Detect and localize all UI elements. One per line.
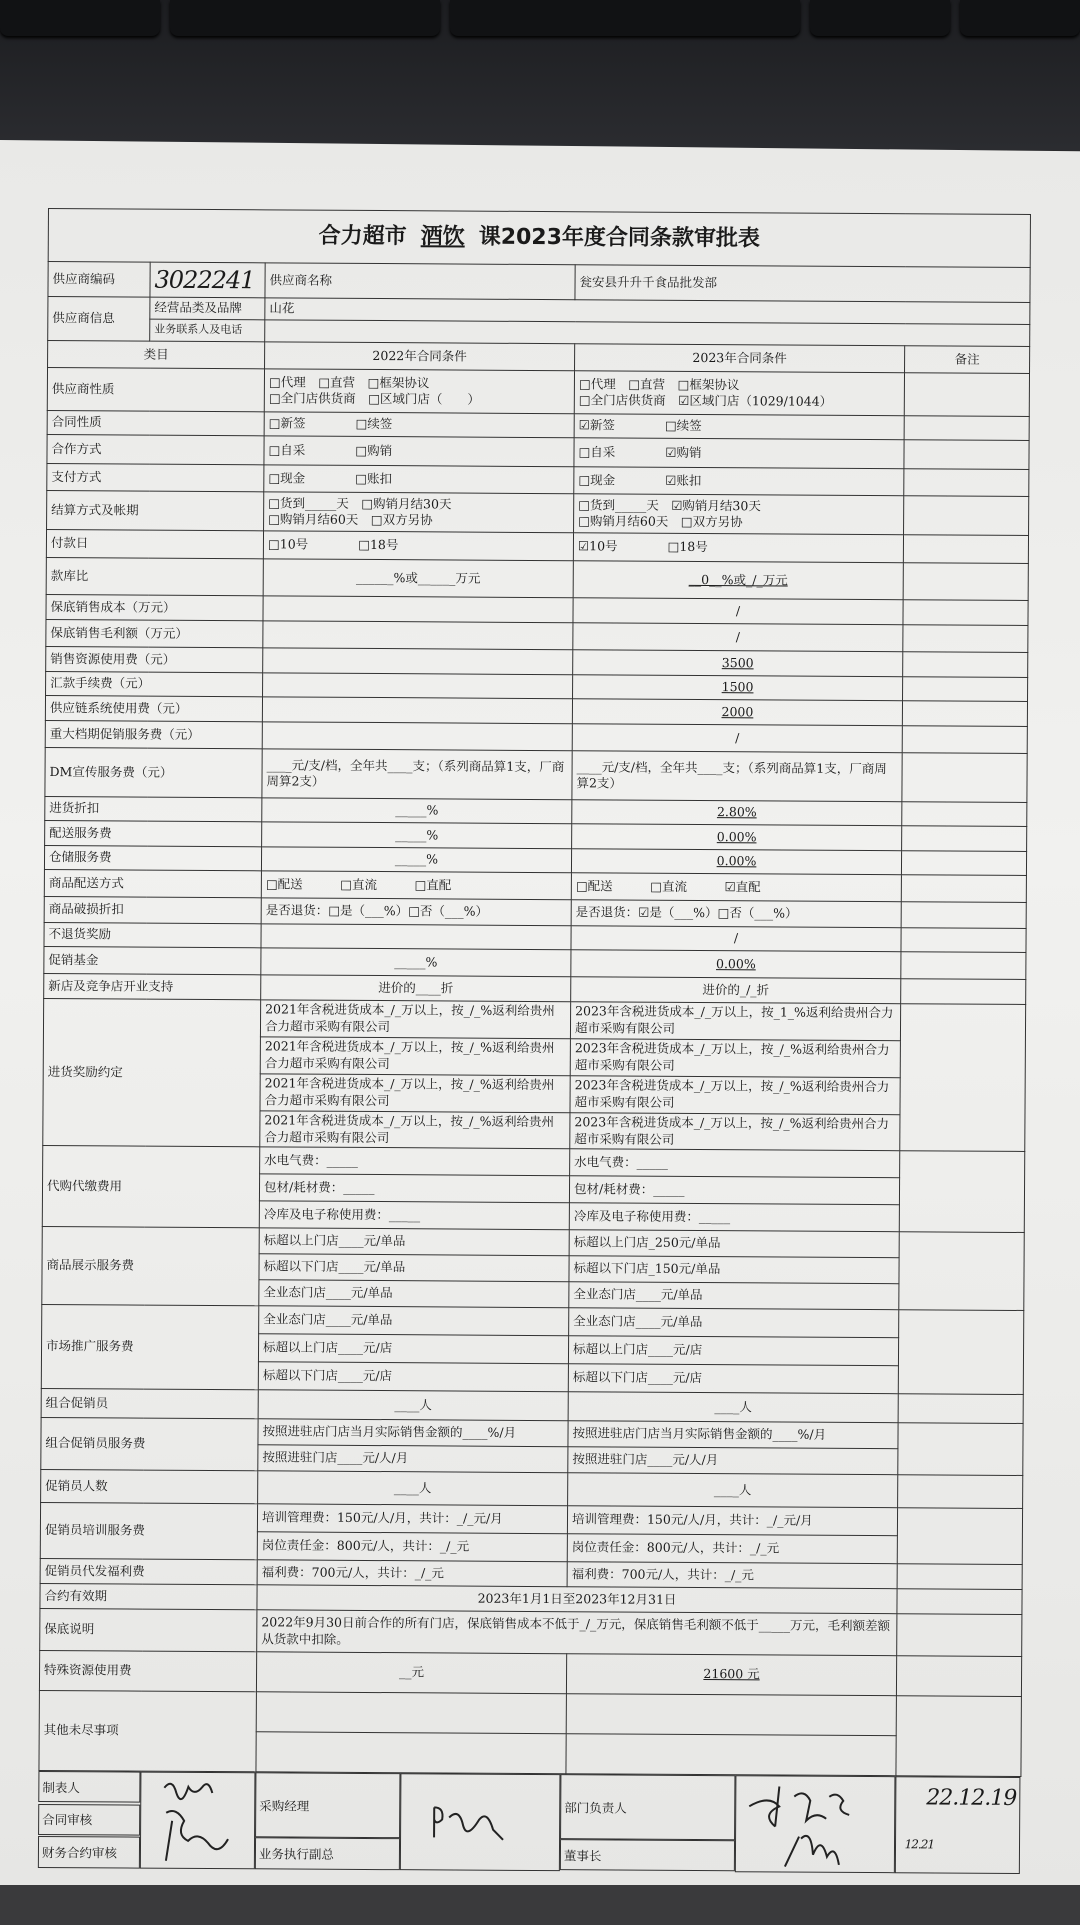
year-2023-header: 2023年合同条件	[575, 344, 905, 373]
cell-2022: 标超以上门店____元/单品	[259, 1228, 569, 1256]
cell-2022: ____元/支/档，全年共____支；（系列商品算1支，厂商周算2支）	[262, 749, 572, 800]
cell-2023: /	[573, 598, 903, 625]
cell-remark	[904, 469, 1029, 497]
cell-2023: 2023年含税进货成本_/_万以上，按_/_%返利给贵州合力超市采购有限公司	[570, 1039, 900, 1078]
cell-2022	[263, 648, 573, 675]
cell-2023: ☑新签 □续签	[574, 414, 904, 440]
cell-2022	[263, 621, 573, 650]
cell-2022: 标超以下门店____元/店	[258, 1362, 568, 1392]
cell-2023: 0.00%	[571, 950, 901, 979]
cell-2023: 2023年含税进货成本_/_万以上，按_/_%返利给贵州合力超市采购有限公司	[570, 1112, 900, 1151]
cell-2022: 全业态门店____元/单品	[259, 1306, 569, 1336]
row-label: 供应链系统使用费（元）	[45, 696, 262, 722]
cell-remark	[904, 373, 1029, 417]
cell-2022: 冷库及电子称使用费：_____	[259, 1201, 569, 1230]
brand-label: 经营品类及品牌	[150, 298, 265, 321]
row-label: 不退货奖励	[44, 923, 261, 948]
cell-2023: /	[571, 926, 901, 952]
cell-2023: 2000	[572, 699, 902, 726]
supplier-info-label: 供应商信息	[48, 297, 150, 342]
cell-span: 2023年1月1日至2023年12月31日	[257, 1585, 897, 1614]
cell-2023: 水电气费：_____	[570, 1149, 900, 1178]
purchase-manager-signature	[400, 1774, 561, 1872]
cell-remark	[898, 1475, 1023, 1509]
approval-date-1: 22.12.19	[926, 1785, 1017, 1812]
cell-2023: 按照进驻门店____元/人/月	[568, 1447, 898, 1475]
cell-2023: /	[572, 724, 902, 753]
terms-table	[38, 208, 1031, 1777]
cell-2022	[262, 722, 572, 751]
row-label: 市场推广服务费	[41, 1305, 259, 1390]
row-label: 进货折扣	[45, 797, 262, 822]
desk-surface	[0, 1885, 1080, 1925]
cell-2023: 福利费：700元/人，共计：_/_元	[567, 1562, 897, 1589]
row-label: 款库比	[46, 558, 263, 596]
cell-2023: □现金 ☑账扣	[574, 467, 904, 496]
row-label: 合约有效期	[40, 1584, 257, 1610]
supplier-name-value: 瓮安县升升千食品批发部	[575, 265, 1030, 303]
cell-2023: 标超以下门店____元/店	[568, 1364, 898, 1394]
row-label: 保底说明	[40, 1609, 257, 1652]
cell-2023: 培训管理费：150元/人/月，共计：_/_元/月	[567, 1506, 897, 1536]
cell-remark	[898, 1310, 1024, 1395]
cell-2022	[262, 697, 572, 724]
signature-area	[38, 1771, 1021, 1872]
cell-remark	[901, 902, 1026, 929]
cell-remark	[902, 701, 1027, 727]
cell-remark	[904, 440, 1029, 470]
table-row	[45, 748, 1027, 803]
row-label: 销售资源使用费（元）	[46, 647, 263, 673]
cell-2023: □配送 □直流 ☑直配	[571, 873, 901, 902]
cell-2023: 包材/耗材费：_____	[569, 1176, 899, 1205]
row-label: 代购代缴费用	[42, 1146, 259, 1228]
cell-2022	[263, 596, 573, 623]
table-row	[41, 1418, 1023, 1450]
row-label: 促销员代发福利费	[40, 1559, 257, 1585]
cell-remark	[903, 625, 1028, 653]
cell-2022: __元	[256, 1652, 566, 1694]
cell-2022: □配送 □直流 □直配	[261, 871, 571, 900]
cell-2023: 按照进驻店门店当月实际销售金额的____%/月	[568, 1421, 898, 1449]
cell-2023: 2023年含税进货成本_/_万以上，按_/_%返利给贵州合力超市采购有限公司	[570, 1076, 900, 1115]
table-row	[46, 558, 1028, 601]
table-row	[47, 368, 1029, 417]
row-label: DM宣传服务费（元）	[45, 748, 262, 798]
contract-approval-form	[38, 208, 1030, 1872]
row-label: 商品配送方式	[44, 870, 261, 898]
cell-span: 2022年9月30日前合作的所有门店，保底销售成本不低于_/_万元，保底销售毛利额不低于_____万元，毛利额差额从货款中扣除。	[257, 1610, 897, 1656]
cell-2022: □10号 □18号	[263, 531, 573, 561]
left-signature-cell	[140, 1772, 256, 1870]
cell-2023: ☑10号 □18号	[573, 533, 903, 563]
row-label: 保底销售毛利额（万元）	[46, 620, 263, 648]
cell-2023: 全业态门店____元/单品	[569, 1308, 899, 1338]
row-label: 组合促销员服务费	[41, 1418, 258, 1471]
cell-2022: _____%	[262, 822, 572, 849]
cell-remark	[899, 1232, 1025, 1311]
cell-2023: □自采 ☑购销	[574, 438, 904, 469]
row-label: 组合促销员	[41, 1389, 258, 1419]
cell-remark	[903, 535, 1028, 564]
table-row	[47, 491, 1029, 536]
cell-2023: 全业态门店____元/单品	[569, 1282, 899, 1310]
cell-2022: 是否退货：□是（___%）□否（___%）	[261, 898, 571, 926]
cell-2023: 进价的_/_折	[571, 977, 901, 1004]
cell-remark	[903, 677, 1028, 702]
cell-2022: 全业态门店____元/单品	[259, 1280, 569, 1308]
cell-remark	[902, 753, 1027, 803]
cell-2023: 标超以下门店_150元/单品	[569, 1256, 899, 1284]
cell-2023: __0__%或_/_万元	[573, 561, 903, 600]
finance-review-label: 财务合约审核	[38, 1836, 140, 1869]
cell-remark	[903, 563, 1028, 601]
cell-2022	[256, 1732, 566, 1774]
row-label: 新店及竞争店开业支持	[44, 974, 261, 1000]
purchase-manager-label: 采购经理	[255, 1773, 400, 1839]
row-label: 保底销售成本（万元）	[46, 595, 263, 621]
cell-remark	[904, 416, 1029, 441]
handwritten-signature-icon	[739, 1777, 895, 1873]
cell-remark	[896, 1656, 1021, 1697]
cell-2022: □自采 □购销	[264, 436, 574, 467]
dept-head-label: 部门负责人	[560, 1775, 735, 1841]
row-label: 重大档期促销服务费（元）	[45, 721, 262, 749]
row-label: 促销基金	[44, 947, 261, 975]
cell-2022: 2021年含税进货成本_/_万以上，按_/_%返利给贵州合力超市采购有限公司	[260, 1037, 570, 1076]
cell-remark	[902, 726, 1027, 754]
supplier-name-label: 供应商名称	[265, 263, 575, 300]
cell-remark	[901, 851, 1026, 876]
cell-2022: _____%	[261, 847, 571, 873]
cell-2022	[256, 1692, 566, 1734]
cell-2022: □代理 □直营 □框架协议 □全门店供货商 □区域门店（ ）	[264, 369, 574, 414]
cell-2023: ____元/支/档，全年共____支；（系列商品算1支，厂商周算2支）	[572, 751, 902, 802]
cell-2023: 1500	[573, 675, 903, 701]
contact-label: 业务联系人及电话	[150, 320, 265, 343]
cell-remark	[903, 652, 1028, 678]
cell-2022: 按照进驻店门店当月实际销售金额的____%/月	[258, 1419, 568, 1447]
handwritten-signature-icon	[404, 1787, 554, 1858]
cell-remark	[900, 1004, 1026, 1152]
cell-2023: 0.00%	[571, 849, 901, 875]
cell-2023: /	[573, 623, 903, 652]
cell-2022: _____%	[262, 798, 572, 824]
cell-2022: ____人	[258, 1390, 568, 1421]
cell-remark	[899, 1151, 1025, 1233]
row-label: 商品破损折扣	[44, 897, 261, 924]
cell-2022: 标超以上门店____元/店	[258, 1334, 568, 1364]
cell-2022: 2021年含税进货成本_/_万以上，按_/_%返利给贵州合力超市采购有限公司	[260, 1000, 570, 1039]
preparer-label: 制表人	[38, 1771, 140, 1803]
cell-2022: 福利费：700元/人，共计：_/_元	[257, 1560, 567, 1587]
form-title	[48, 209, 1030, 268]
brand-value: 山花	[265, 298, 1030, 325]
cell-2022: □货到_____天 □购销月结30天 □购销月结60天 □双方另协	[264, 492, 574, 533]
chairman-label: 董事长	[560, 1839, 735, 1871]
cell-2022: □现金 □账扣	[264, 465, 574, 494]
cell-2022	[263, 673, 573, 699]
cell-2023: ____人	[568, 1392, 898, 1423]
cell-remark	[904, 496, 1029, 536]
cell-2023: 3500	[573, 650, 903, 677]
cell-2022: 水电气费：_____	[260, 1147, 570, 1176]
table-row	[43, 999, 1025, 1042]
cell-2022: _____%	[261, 948, 571, 977]
row-label: 支付方式	[47, 464, 264, 492]
contract-review-label: 合同审核	[38, 1804, 140, 1836]
cell-2023	[566, 1694, 896, 1736]
approval-date-2: 12.21	[904, 1837, 935, 1852]
row-label: 促销员培训服务费	[40, 1503, 257, 1560]
cell-2022: 2021年含税进货成本_/_万以上，按_/_%返利给贵州合力超市采购有限公司	[260, 1074, 570, 1113]
cell-2022: □新签 □续签	[264, 412, 574, 438]
supplier-code-value: 3022241	[150, 262, 265, 298]
row-label: 特殊资源使用费	[39, 1651, 256, 1692]
row-label: 配送服务费	[45, 821, 262, 847]
supplier-code-label: 供应商编码	[48, 262, 150, 298]
cell-remark	[902, 802, 1027, 827]
cell-remark	[897, 1508, 1022, 1565]
cell-remark	[902, 826, 1027, 852]
cell-2022: 培训管理费：150元/人/月，共计：_/_元/月	[257, 1504, 567, 1534]
title-department: 酒饮	[420, 224, 465, 250]
cell-remark	[897, 1589, 1022, 1615]
cell-2023: 2.80%	[572, 800, 902, 826]
table-row	[42, 1305, 1024, 1339]
cell-remark	[898, 1423, 1023, 1476]
exec-vp-label: 业务执行副总	[255, 1837, 400, 1870]
cell-2023: 标超以上门店____元/店	[568, 1336, 898, 1366]
cell-2023: 0.00%	[572, 824, 902, 851]
cell-2022	[261, 924, 571, 950]
cell-2023: 是否退货：☑是（___%）□否（___%）	[571, 900, 901, 928]
cell-2022: 按照进驻门店____元/人/月	[258, 1445, 568, 1473]
cell-remark	[901, 979, 1026, 1005]
cell-2023: 标超以上门店_250元/单品	[569, 1230, 899, 1258]
cell-2023: 21600 元	[566, 1654, 896, 1696]
table-row	[42, 1227, 1024, 1259]
cell-2023: □代理 □直营 □框架协议 □全门店供货商 ☑区域门店（1029/1044）	[574, 371, 904, 416]
cell-2023: ____人	[568, 1473, 898, 1508]
cell-2022: 2021年含税进货成本_/_万以上，按_/_%返利给贵州合力超市采购有限公司	[260, 1110, 570, 1149]
row-label: 仓储服务费	[44, 846, 261, 871]
row-label: 合作方式	[47, 435, 264, 465]
cell-2022: 标超以下门店____元/单品	[259, 1254, 569, 1282]
row-label: 商品展示服务费	[42, 1227, 259, 1306]
table-row	[40, 1609, 1022, 1657]
row-label: 其他未尽事项	[39, 1691, 256, 1772]
title-prefix: 合力超市	[318, 223, 407, 250]
row-label: 供应商性质	[47, 368, 264, 412]
cell-2022: ______%或______万元	[263, 559, 573, 598]
cell-remark	[898, 1394, 1023, 1424]
row-label: 付款日	[46, 530, 263, 559]
row-label: 进货奖励约定	[43, 999, 261, 1147]
keyboard-background	[0, 0, 1080, 150]
cell-2022: 进价的____折	[261, 975, 571, 1002]
cell-2022: ____人	[258, 1471, 568, 1506]
cell-2023: 冷库及电子称使用费：_____	[569, 1203, 899, 1232]
cell-2023: 2023年含税进货成本_/_万以上，按_1_%返利给贵州合力超市采购有限公司	[570, 1002, 900, 1041]
cell-2022: 包材/耗材费：_____	[259, 1174, 569, 1203]
table-row	[39, 1691, 1021, 1737]
dept-head-signature	[735, 1776, 1017, 1874]
cell-2023: □货到_____天 ☑购销月结30天 □购销月结60天 □双方另协	[574, 494, 904, 535]
cell-remark	[897, 1614, 1022, 1657]
title-suffix: 课2023年度合同条款审批表	[478, 224, 761, 252]
year-2022-header: 2022年合同条件	[265, 342, 575, 371]
table-row	[39, 1651, 1021, 1697]
table-row	[40, 1503, 1022, 1537]
row-label: 合同性质	[47, 411, 264, 436]
signature-grid	[38, 1771, 1021, 1874]
cell-remark	[897, 1564, 1022, 1590]
table-row	[43, 1146, 1025, 1179]
category-header: 类目	[48, 341, 265, 369]
cell-2022: 岗位责任金：800元/人，共计：_/_元	[257, 1532, 567, 1562]
row-label: 结算方式及帐期	[47, 491, 264, 531]
cell-remark	[896, 1696, 1022, 1777]
row-label: 促销员人数	[41, 1470, 258, 1504]
remark-header: 备注	[905, 346, 1030, 374]
cell-remark	[901, 952, 1026, 980]
cell-remark	[901, 928, 1026, 953]
cell-2023	[566, 1734, 896, 1776]
cell-remark	[903, 600, 1028, 626]
row-label: 汇款手续费（元）	[46, 672, 263, 697]
cell-remark	[901, 875, 1026, 903]
handwritten-signature-icon	[144, 1773, 255, 1869]
cell-2023: 岗位责任金：800元/人，共计：_/_元	[567, 1534, 897, 1564]
